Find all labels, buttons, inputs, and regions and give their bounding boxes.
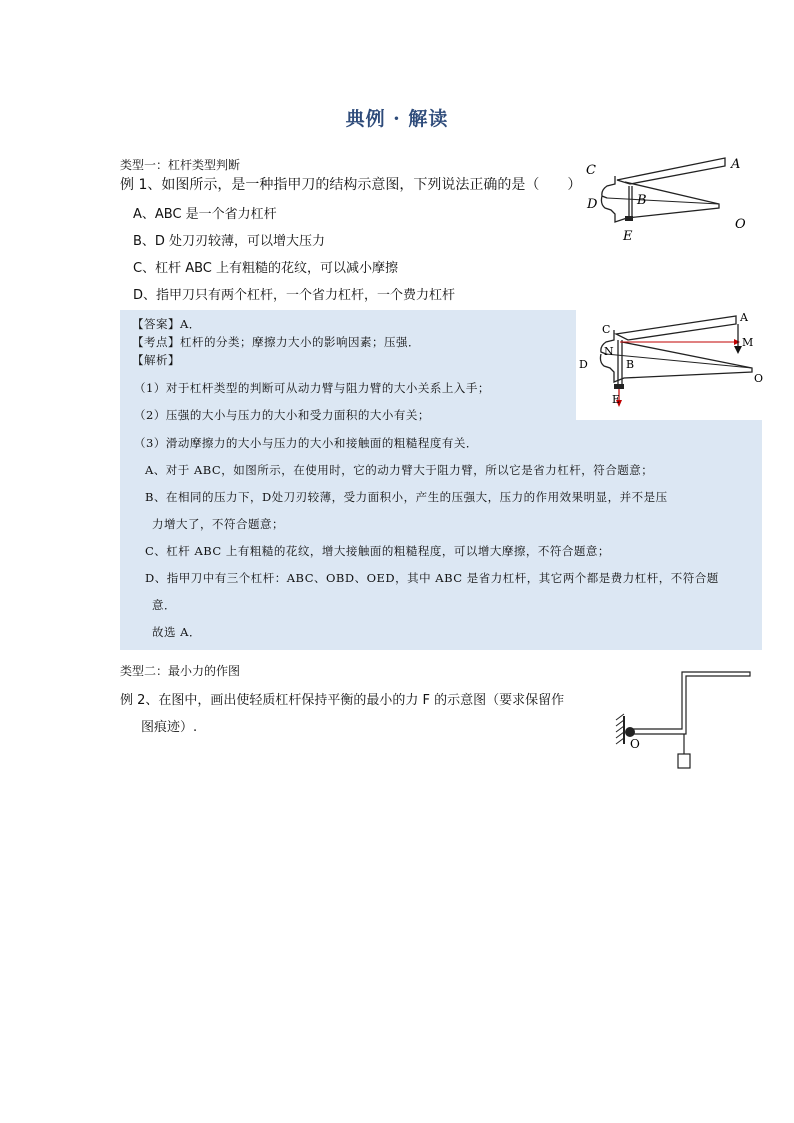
analysis-option-c: C、杠杆 ABC 上有粗糙的花纹，增大接触面的粗糙程度，可以增大摩擦，不符合题意； — [145, 544, 610, 558]
analysis-step-1: （1）对于杠杆类型的判断可从动力臂与阻力臂的大小关系上入手； — [134, 381, 490, 395]
answer-line: 【答案】A． — [132, 317, 201, 331]
analysis-option-d-cont: 意． — [152, 598, 176, 612]
analysis-option-d: D、指甲刀中有三个杠杆：ABC、OBD、OED，其中 ABC 是省力杠杆，其它两个都是费力杠杆，不符合题 — [145, 571, 719, 585]
fig2-label-b: B — [626, 358, 635, 371]
fig2-label-o: O — [754, 372, 764, 385]
analysis-option-b-cont: 力增大了，不符合题意； — [152, 517, 284, 531]
fig1-label-e: E — [623, 229, 633, 244]
type2-question-line1: 例 2、在图中，画出使轻质杠杆保持平衡的最小的力 F 的示意图（要求保留作 — [120, 693, 565, 708]
nail-clipper-figure — [585, 152, 755, 247]
analysis-option-a: A、对于 ABC，如图所示，在使用时，它的动力臂大于阻力臂，所以它是省力杠杆，符合题意； — [145, 463, 654, 477]
fig2-label-d: D — [579, 358, 588, 371]
fig1-label-o: O — [735, 217, 746, 232]
analysis-heading: 【解析】 — [132, 353, 180, 367]
analysis-figure — [576, 310, 762, 420]
fig1-label-c: C — [586, 163, 596, 178]
point-line: 【考点】杠杆的分类；摩擦力大小的影响因素；压强． — [132, 335, 420, 349]
type1-option-b: B、D 处刀刃较薄，可以增大压力 — [133, 234, 326, 249]
type1-question: 例 1、如图所示，是一种指甲刀的结构示意图，下列说法正确的是（ ） — [120, 177, 582, 193]
fig2-label-a: A — [740, 311, 748, 324]
fig2-label-e: E — [612, 393, 621, 406]
analysis-step-3: （3）滑动摩擦力的大小与压力的大小和接触面的粗糙程度有关． — [134, 436, 478, 450]
type2-heading: 类型二：最小力的作图 — [120, 664, 241, 678]
fig2-label-c: C — [602, 323, 611, 336]
conclusion: 故选 A． — [152, 625, 201, 639]
lever-figure — [612, 668, 757, 773]
lever-label-o: O — [630, 737, 640, 751]
page-title: 典例 · 解读 — [345, 108, 449, 130]
fig1-label-d: D — [587, 197, 598, 212]
type1-option-c: C、杠杆 ABC 上有粗糙的花纹，可以减小摩擦 — [133, 261, 399, 276]
fig2-label-n: N — [604, 345, 614, 358]
type1-heading: 类型一：杠杆类型判断 — [120, 158, 241, 172]
type1-option-a: A、ABC 是一个省力杠杆 — [133, 207, 277, 222]
fig1-label-a: A — [731, 157, 741, 172]
fig2-label-m: M — [742, 336, 754, 349]
analysis-step-2: （2）压强的大小与压力的大小和受力面积的大小有关； — [134, 408, 430, 422]
analysis-option-b: B、在相同的压力下，D处刀刃较薄，受力面积小，产生的压强大，压力的作用效果明显，并不是压 — [145, 490, 668, 504]
type1-option-d: D、指甲刀只有两个杠杆，一个省力杠杆，一个费力杠杆 — [133, 288, 456, 303]
type2-question-line2: 图痕迹）. — [141, 720, 198, 735]
fig1-label-b: B — [637, 193, 647, 208]
